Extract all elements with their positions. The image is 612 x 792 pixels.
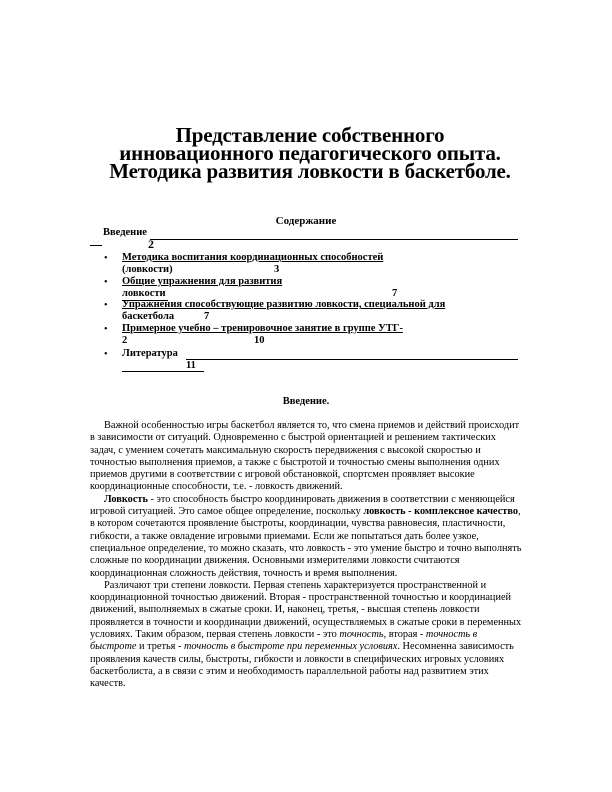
toc-item-5-page: 11 xyxy=(186,360,196,371)
toc-item-2-page: 7 xyxy=(392,288,398,299)
title-line-2: инновационного педагогического опыта. xyxy=(119,141,501,165)
term-agility: Ловкость xyxy=(104,493,148,505)
intro-body xyxy=(90,420,524,691)
document-title xyxy=(100,123,520,183)
intro-paragraph-1: Важной особенностью игры баскетбол является то, что смена приемов и действий происходит в зависимости от ситуаций. Одновременно с быстрой ориентацией и решением тактических задач, с умением сочетать максимальную скорость передвижения с высокой скоростью и точностью выполнения приемов, а также с быстротой и точностью смены выполнения одних приемов другими в соответствии с игровой обстановкой, спортсмен проявляет высокие координационные способности, т.е. - ловкость движений. xyxy=(90,420,520,493)
bullet-icon: • xyxy=(104,324,108,335)
intro-heading: Введение. xyxy=(282,396,330,407)
intro-paragraph-3 xyxy=(90,580,524,691)
toc-intro-label: Введение xyxy=(103,227,147,238)
toc-intro-page: 2 xyxy=(148,237,154,251)
term-accuracy-speed: точность в быстроте xyxy=(90,629,478,653)
toc-heading: Содержание xyxy=(275,215,337,227)
toc-item-5-label: Литература xyxy=(122,348,178,359)
title-line-1: Представление собственного xyxy=(175,123,445,147)
bullet-icon: • xyxy=(104,253,108,264)
term-accuracy: точность xyxy=(339,629,384,641)
toc-item-3-label: Упражнения способствующие развитию ловкости, специальной для xyxy=(122,299,446,310)
toc-item-2-label: Общие упражнения для развития xyxy=(122,276,283,287)
toc-leader-line xyxy=(186,359,518,360)
paragraph-text: . Несомненна зависимость проявления качеств силы, быстроты, гибкости и ловкости в специфических игровых условиях баскетболиста, а в связи с этим и необходимость параллельной работы над развитием этих качеств. xyxy=(90,641,514,690)
term-accuracy-speed-variable: точность в быстроте при переменных условиях xyxy=(183,641,398,653)
intro-paragraph-2 xyxy=(90,494,524,580)
toc-item-1-label: Методика воспитания координационных способностей xyxy=(122,252,384,263)
paragraph-text: , в котором сочетаются проявление быстроты, координации, чувства равновесия, пластичности, гибкости, а также овладение игровыми приемами. Если же попытаться дать более узкое, специальное определение, то можно сказать, что ловкость - это умение быстро и точно выполнять сложные по координации движения. Основными измерителями ловкости считаются координационная сложность действия, точность и время выполнения. xyxy=(90,506,522,579)
bullet-icon: • xyxy=(104,300,108,311)
paragraph-text: Различают три степени ловкости. Первая степень характеризуется пространственной и координационной точностью движений. Вторая - пространственной точностью и координацией движений, выполняемых в сжатые сроки. И, наконец, третья, - высшая степень ловкости проявляется в точности и координации движений, осуществляемых в сжатые сроки в переменных условиях. Таким образом, первая степень ловкости - это xyxy=(90,579,522,641)
term-complex-quality: ловкость - комплексное качество xyxy=(363,506,518,518)
paragraph-text: , вторая - xyxy=(383,629,426,641)
toc-leader-line xyxy=(150,239,518,240)
paragraph-text: и третья - xyxy=(136,641,184,653)
toc-item-2-label-cont: ловкости xyxy=(122,288,166,299)
toc-item-1-page: 3 xyxy=(274,264,280,275)
toc-item-1-label-cont: (ловкости) xyxy=(122,264,173,275)
toc-item-3-label-cont: баскетбола xyxy=(122,311,175,322)
toc-item-4-label-cont: 2 xyxy=(122,335,128,346)
bullet-icon: • xyxy=(104,349,108,360)
toc-item-4-page: 10 xyxy=(254,335,265,346)
title-line-3: Методика развития ловкости в баскетболе. xyxy=(109,159,511,183)
paragraph-text: - это способность быстро координировать движения в соответствии с меняющейся игровой ситуацией. Это самое общее определение, поскольку xyxy=(90,493,515,518)
toc-item-4-label: Примерное учебно – тренировочное занятие в группе УТГ- xyxy=(122,323,403,334)
toc-leader-line xyxy=(90,245,102,246)
bullet-icon: • xyxy=(104,277,108,288)
toc-item-3-page: 7 xyxy=(204,311,210,322)
